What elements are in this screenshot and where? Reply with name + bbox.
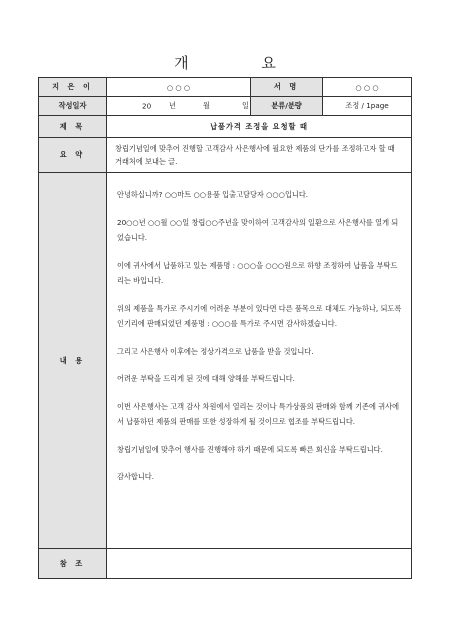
summary-label: 요 약 bbox=[39, 138, 107, 173]
content-paragraph: 감사합니다. bbox=[117, 472, 155, 481]
content-paragraph: 어려운 부탁을 드리게 된 것에 대해 양해를 부탁드립니다. bbox=[117, 374, 295, 383]
category-value: 조정 / 1page bbox=[323, 97, 412, 116]
reference-value bbox=[107, 549, 412, 579]
date-value bbox=[107, 97, 251, 116]
content-paragraph: 이번 사은행사는 고객 감사 차원에서 열리는 것이나 특가상품의 판매와 함께 기존에 귀사에서 납품하던 제품의 판매를 또한 성장하게 될 것이므로 협조를 부탁드립니다. bbox=[117, 401, 400, 426]
document-title: 개 요 bbox=[174, 54, 310, 72]
content-paragraph: 이에 귀사에서 납품하고 있는 제품명 : ○○○을 ○○○원으로 하향 조정하여 납품을 부탁드리는 바입니다. bbox=[117, 260, 398, 285]
subject-label: 제 목 bbox=[39, 116, 107, 138]
content-paragraph: 창립기념일에 맞추어 행사를 진행해야 하기 때문에 되도록 빠른 회신을 부탁드립니다. bbox=[117, 444, 383, 454]
content-paragraph: 그리고 사은행사 이후에는 정상가격으로 납품을 받을 것입니다. bbox=[117, 346, 314, 356]
content-paragraph: 위의 제품을 특가로 주시기에 어려운 부분이 있다면 다른 품목으로 대체도 가능하나, 되도록 인기리에 판매되었던 제품명 : ○○○를 특가로 주시면 감사하겠습니다. bbox=[117, 303, 402, 328]
subject-value: 납품가격 조정을 요청할 때 bbox=[107, 116, 412, 138]
date-year: 20 bbox=[142, 101, 152, 111]
content-paragraph: 안녕하십니까? ○○마트 ○○용품 입출고담당자 ○○○입니다. bbox=[117, 190, 309, 199]
category-label: 분류/분량 bbox=[251, 97, 323, 116]
signature-label: 서 명 bbox=[251, 78, 323, 97]
reference-label: 참 조 bbox=[39, 549, 107, 579]
content-paragraph: 20○○년 ○○월 ○○일 창립○○주년을 맞이하여 고객감사의 일환으로 사은행사를 열게 되었습니다. bbox=[117, 217, 399, 242]
date-year-unit: 년 bbox=[169, 101, 176, 110]
signature-value: ○ ○ ○ bbox=[323, 78, 412, 97]
date-label: 작성일자 bbox=[39, 97, 107, 116]
overview-table bbox=[38, 77, 412, 579]
date-month-unit: 월 bbox=[203, 101, 210, 110]
content-label: 내 용 bbox=[39, 173, 107, 549]
summary-value: 창립기념일에 맞추어 진행할 고객감사 사은행사에 필요한 제품의 단가를 조정하고자 할 때 거래처에 보내는 글. bbox=[107, 138, 412, 173]
date-day-unit: 일 bbox=[242, 101, 249, 110]
content-body bbox=[107, 173, 412, 549]
author-label: 지 은 이 bbox=[39, 78, 107, 97]
author-value: ○ ○ ○ bbox=[107, 78, 251, 97]
